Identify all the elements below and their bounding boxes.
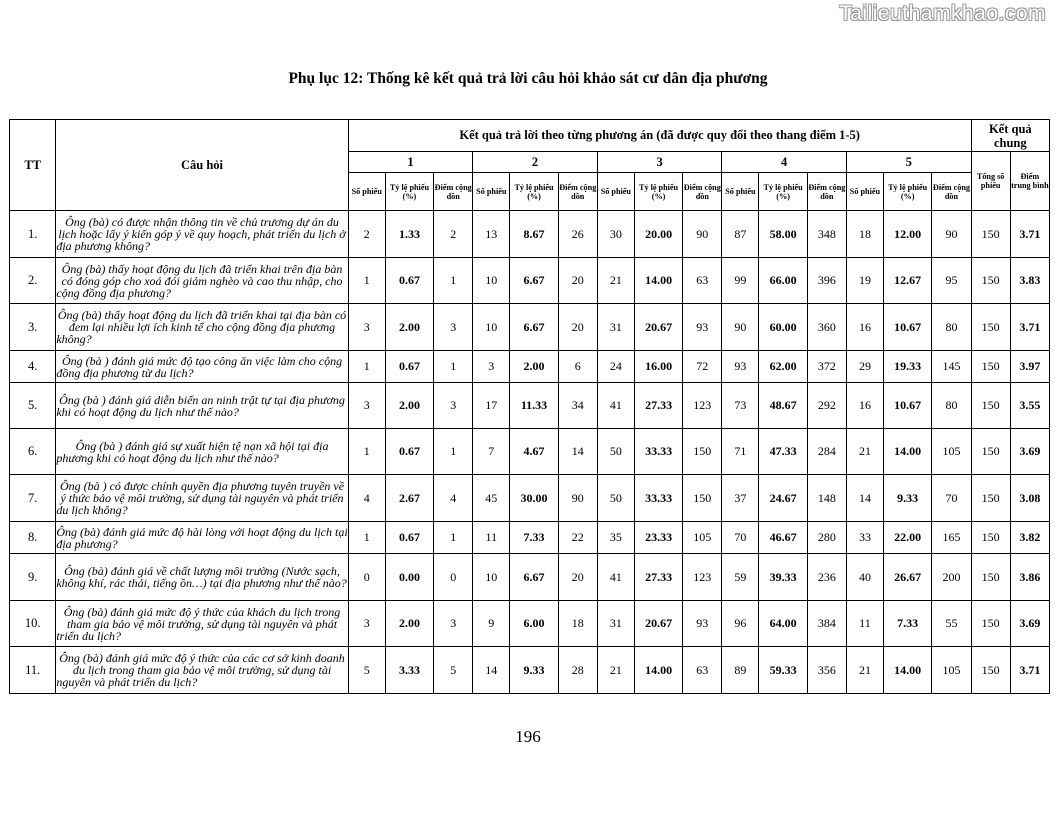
table-row [10,258,1050,304]
cell-option-2-votes: 10 [473,554,510,601]
table-row [10,304,1050,351]
cell-average-score: 3.82 [1010,522,1049,554]
cell-option-3-votes: 41 [597,554,634,601]
cell-option-3-percent: 20.67 [634,304,682,351]
subheader-option-2-col-3: Điểm cộng dồn [558,173,597,211]
cell-option-2-score: 20 [558,304,597,351]
subheader-option-5-col-2: Tỷ lệ phiếu (%) [883,173,931,211]
cell-option-2-votes: 10 [473,304,510,351]
cell-option-1-votes: 0 [348,554,385,601]
subheader-option-2-col-2: Tỷ lệ phiếu (%) [510,173,558,211]
cell-option-1-votes: 5 [348,647,385,694]
cell-option-4-votes: 71 [722,429,759,475]
table-row [10,554,1050,601]
cell-option-1-score: 1 [434,429,473,475]
cell-total-votes: 150 [971,554,1010,601]
table-row [10,647,1050,694]
cell-option-2-percent: 6.67 [510,258,558,304]
question-text: Ông (bà) đánh giá mức độ ý thức của các cơ sở kinh doanh du lịch trong tham gia bảo vệ môi trường, sử dụng tài nguyên và phát triển du lịch? [56,647,348,694]
subheader-option-4-col-1: Số phiếu [722,173,759,211]
cell-option-4-score: 280 [807,522,846,554]
cell-option-2-score: 20 [558,258,597,304]
cell-option-2-percent: 9.33 [510,647,558,694]
cell-total-votes: 150 [971,211,1010,258]
row-number: 6. [10,429,56,475]
cell-option-2-percent: 6.00 [510,601,558,647]
row-number: 1. [10,211,56,258]
cell-option-2-percent: 7.33 [510,522,558,554]
cell-option-3-votes: 31 [597,601,634,647]
cell-option-1-votes: 2 [348,211,385,258]
row-number: 4. [10,351,56,383]
cell-option-3-score: 93 [683,304,722,351]
cell-average-score: 3.86 [1010,554,1049,601]
table-row [10,475,1050,522]
cell-option-2-votes: 45 [473,475,510,522]
row-number: 9. [10,554,56,601]
page-number: 196 [515,727,541,746]
cell-option-3-percent: 23.33 [634,522,682,554]
header-option-2: 2 [473,152,598,173]
header-option-4: 4 [722,152,847,173]
row-number: 8. [10,522,56,554]
cell-option-4-percent: 66.00 [759,258,807,304]
cell-option-1-percent: 2.00 [385,304,433,351]
subheader-option-3-col-3: Điểm cộng dồn [683,173,722,211]
question-text: Ông (bà) thấy hoạt động du lịch đã triển khai trên địa bàn có đóng góp cho xoá đói giảm nghèo và cao thu nhập, cho cộng đồng địa phương? [56,258,348,304]
cell-option-3-votes: 50 [597,475,634,522]
cell-option-2-score: 18 [558,601,597,647]
cell-option-2-score: 14 [558,429,597,475]
cell-option-1-score: 1 [434,522,473,554]
cell-option-3-votes: 21 [597,647,634,694]
cell-option-4-votes: 70 [722,522,759,554]
row-number: 2. [10,258,56,304]
cell-option-3-score: 123 [683,383,722,429]
cell-average-score: 3.97 [1010,351,1049,383]
table-row [10,522,1050,554]
header-tt: TT [10,120,56,211]
cell-option-5-votes: 40 [846,554,883,601]
cell-option-5-percent: 10.67 [883,304,931,351]
cell-option-2-percent: 6.67 [510,304,558,351]
subheader-option-1-col-2: Tỷ lệ phiếu (%) [385,173,433,211]
cell-option-4-percent: 60.00 [759,304,807,351]
cell-option-1-score: 0 [434,554,473,601]
cell-option-5-votes: 21 [846,429,883,475]
cell-option-1-percent: 2.67 [385,475,433,522]
cell-option-2-percent: 6.67 [510,554,558,601]
cell-option-2-score: 22 [558,522,597,554]
cell-average-score: 3.08 [1010,475,1049,522]
cell-option-5-votes: 11 [846,601,883,647]
cell-option-1-percent: 0.67 [385,429,433,475]
cell-option-1-votes: 3 [348,304,385,351]
cell-option-5-percent: 22.00 [883,522,931,554]
cell-option-2-score: 90 [558,475,597,522]
cell-option-5-score: 145 [932,351,971,383]
cell-option-1-votes: 1 [348,258,385,304]
subheader-option-4-col-3: Điểm cộng dồn [807,173,846,211]
cell-option-3-percent: 14.00 [634,647,682,694]
cell-option-2-votes: 3 [473,351,510,383]
question-text: Ông (bà ) có được chính quyền địa phương tuyên truyền về ý thức bảo vệ môi trường, sử dụng tài nguyên và phát triển du lịch không? [56,475,348,522]
cell-option-3-score: 90 [683,211,722,258]
row-number: 11. [10,647,56,694]
cell-average-score: 3.71 [1010,304,1049,351]
cell-option-5-percent: 14.00 [883,647,931,694]
cell-option-4-score: 384 [807,601,846,647]
page-title: Phụ lục 12: Thống kê kết quả trả lời câu hỏi khảo sát cư dân địa phương [288,70,768,87]
row-number: 3. [10,304,56,351]
question-text: Ông (bà ) đánh giá diễn biến an ninh trật tự tại địa phương khi có hoạt động du lịch như thế nào? [56,383,348,429]
cell-option-4-score: 148 [807,475,846,522]
cell-average-score: 3.55 [1010,383,1049,429]
cell-option-2-votes: 17 [473,383,510,429]
cell-option-5-votes: 18 [846,211,883,258]
row-number: 10. [10,601,56,647]
cell-option-2-score: 34 [558,383,597,429]
row-number: 5. [10,383,56,429]
cell-option-4-votes: 96 [722,601,759,647]
cell-option-2-score: 28 [558,647,597,694]
cell-option-3-score: 150 [683,475,722,522]
cell-average-score: 3.69 [1010,429,1049,475]
cell-option-1-votes: 3 [348,601,385,647]
table-row [10,601,1050,647]
cell-average-score: 3.83 [1010,258,1049,304]
cell-option-1-votes: 1 [348,351,385,383]
cell-total-votes: 150 [971,647,1010,694]
subheader-option-1-col-3: Điểm cộng dồn [434,173,473,211]
survey-table [9,119,1050,694]
cell-option-2-score: 26 [558,211,597,258]
cell-option-3-score: 63 [683,647,722,694]
cell-option-1-percent: 3.33 [385,647,433,694]
cell-option-4-score: 360 [807,304,846,351]
cell-option-3-percent: 20.00 [634,211,682,258]
cell-option-5-percent: 19.33 [883,351,931,383]
cell-option-5-percent: 12.67 [883,258,931,304]
subheader-option-1-col-1: Số phiếu [348,173,385,211]
cell-option-2-percent: 8.67 [510,211,558,258]
cell-option-5-score: 80 [932,304,971,351]
cell-option-3-votes: 31 [597,304,634,351]
cell-option-4-percent: 64.00 [759,601,807,647]
cell-total-votes: 150 [971,475,1010,522]
cell-option-1-score: 5 [434,647,473,694]
cell-option-4-score: 372 [807,351,846,383]
cell-option-1-score: 3 [434,601,473,647]
cell-option-4-score: 356 [807,647,846,694]
subheader-option-2-col-1: Số phiếu [473,173,510,211]
cell-option-5-percent: 9.33 [883,475,931,522]
cell-option-1-percent: 0.67 [385,351,433,383]
cell-option-1-votes: 3 [348,383,385,429]
cell-option-4-percent: 24.67 [759,475,807,522]
cell-option-5-score: 90 [932,211,971,258]
cell-option-4-score: 348 [807,211,846,258]
table-row [10,351,1050,383]
cell-option-4-votes: 87 [722,211,759,258]
cell-option-4-votes: 93 [722,351,759,383]
cell-option-2-votes: 13 [473,211,510,258]
cell-option-1-votes: 4 [348,475,385,522]
cell-option-4-percent: 47.33 [759,429,807,475]
cell-option-3-score: 72 [683,351,722,383]
cell-option-1-percent: 2.00 [385,383,433,429]
cell-option-4-votes: 59 [722,554,759,601]
cell-option-2-percent: 11.33 [510,383,558,429]
cell-option-3-percent: 27.33 [634,554,682,601]
cell-option-1-score: 2 [434,211,473,258]
cell-option-2-score: 6 [558,351,597,383]
cell-option-3-votes: 30 [597,211,634,258]
cell-option-2-percent: 2.00 [510,351,558,383]
cell-option-4-percent: 39.33 [759,554,807,601]
cell-option-4-percent: 59.33 [759,647,807,694]
cell-average-score: 3.69 [1010,601,1049,647]
cell-option-2-votes: 7 [473,429,510,475]
cell-option-1-votes: 1 [348,522,385,554]
cell-option-1-score: 4 [434,475,473,522]
cell-option-5-votes: 16 [846,304,883,351]
cell-option-1-score: 3 [434,383,473,429]
header-average-score: Điểm trung bình [1010,152,1049,211]
cell-option-3-percent: 27.33 [634,383,682,429]
cell-option-3-votes: 35 [597,522,634,554]
question-text: Ông (bà) đánh giá mức độ ý thức của khách du lịch trong tham gia bảo vệ môi trường, sử dụng tài nguyên và phát triển du lịch? [56,601,348,647]
cell-option-5-score: 105 [932,647,971,694]
cell-option-4-percent: 62.00 [759,351,807,383]
cell-option-3-score: 93 [683,601,722,647]
header-overall: Kết quả chung [971,120,1049,152]
header-group: Kết quả trả lời theo từng phương án (đã được quy đổi theo thang điểm 1-5) [348,120,971,152]
cell-option-3-score: 105 [683,522,722,554]
cell-option-1-percent: 0.00 [385,554,433,601]
cell-option-1-score: 1 [434,258,473,304]
header-option-3: 3 [597,152,722,173]
cell-option-4-score: 236 [807,554,846,601]
cell-average-score: 3.71 [1010,647,1049,694]
table-row [10,211,1050,258]
cell-total-votes: 150 [971,258,1010,304]
cell-option-1-votes: 1 [348,429,385,475]
cell-option-1-percent: 0.67 [385,258,433,304]
cell-average-score: 3.71 [1010,211,1049,258]
cell-option-4-score: 292 [807,383,846,429]
cell-option-4-votes: 90 [722,304,759,351]
cell-option-2-votes: 9 [473,601,510,647]
header-question: Câu hỏi [56,120,348,211]
cell-option-4-score: 284 [807,429,846,475]
question-text: Ông (bà) thấy hoạt động du lịch đã triển khai tại địa bàn có đem lại nhiều lợi ích kinh tế cho cộng đồng địa phương không? [56,304,348,351]
cell-option-5-score: 95 [932,258,971,304]
subheader-option-3-col-1: Số phiếu [597,173,634,211]
cell-option-4-score: 396 [807,258,846,304]
cell-option-3-percent: 20.67 [634,601,682,647]
cell-option-2-votes: 14 [473,647,510,694]
cell-option-5-score: 105 [932,429,971,475]
cell-option-2-votes: 11 [473,522,510,554]
table-row [10,429,1050,475]
subheader-option-5-col-1: Số phiếu [846,173,883,211]
watermark: Tailieuthamkhao.com [839,2,1046,25]
cell-option-5-percent: 10.67 [883,383,931,429]
cell-option-5-score: 200 [932,554,971,601]
question-text: Ông (bà) đánh giá mức độ hài lòng với hoạt động du lịch tại địa phương? [56,522,348,554]
cell-option-3-score: 63 [683,258,722,304]
cell-total-votes: 150 [971,383,1010,429]
cell-option-3-votes: 24 [597,351,634,383]
cell-option-5-percent: 12.00 [883,211,931,258]
cell-option-4-percent: 48.67 [759,383,807,429]
cell-option-3-percent: 33.33 [634,429,682,475]
cell-option-4-votes: 99 [722,258,759,304]
cell-option-2-percent: 4.67 [510,429,558,475]
cell-option-3-votes: 41 [597,383,634,429]
cell-option-3-percent: 33.33 [634,475,682,522]
cell-option-1-percent: 2.00 [385,601,433,647]
row-number: 7. [10,475,56,522]
cell-option-5-votes: 33 [846,522,883,554]
cell-option-5-votes: 19 [846,258,883,304]
cell-option-3-votes: 50 [597,429,634,475]
cell-option-1-score: 3 [434,304,473,351]
cell-total-votes: 150 [971,351,1010,383]
cell-option-5-percent: 14.00 [883,429,931,475]
cell-option-3-votes: 21 [597,258,634,304]
cell-total-votes: 150 [971,601,1010,647]
cell-option-5-score: 70 [932,475,971,522]
cell-option-5-votes: 21 [846,647,883,694]
header-option-5: 5 [846,152,971,173]
cell-option-1-score: 1 [434,351,473,383]
cell-option-4-percent: 58.00 [759,211,807,258]
cell-total-votes: 150 [971,522,1010,554]
cell-option-4-votes: 37 [722,475,759,522]
cell-option-5-votes: 29 [846,351,883,383]
cell-option-5-votes: 14 [846,475,883,522]
cell-option-2-score: 20 [558,554,597,601]
cell-option-3-score: 123 [683,554,722,601]
cell-total-votes: 150 [971,304,1010,351]
cell-option-1-percent: 1.33 [385,211,433,258]
cell-option-1-percent: 0.67 [385,522,433,554]
cell-option-3-percent: 16.00 [634,351,682,383]
cell-option-4-percent: 46.67 [759,522,807,554]
cell-option-5-percent: 26.67 [883,554,931,601]
cell-option-4-votes: 73 [722,383,759,429]
question-text: Ông (bà) có được nhận thông tin về chủ trương dự án du lịch hoặc lấy ý kiến góp ý về quy hoạch, phát triển du lịch ở địa phương không? [56,211,348,258]
subheader-option-5-col-3: Điểm cộng dồn [932,173,971,211]
header-option-1: 1 [348,152,473,173]
cell-option-5-score: 55 [932,601,971,647]
cell-option-3-percent: 14.00 [634,258,682,304]
cell-option-5-votes: 16 [846,383,883,429]
table-row [10,383,1050,429]
cell-total-votes: 150 [971,429,1010,475]
cell-option-5-score: 165 [932,522,971,554]
subheader-option-4-col-2: Tỷ lệ phiếu (%) [759,173,807,211]
header-total-votes: Tổng số phiếu [971,152,1010,211]
cell-option-5-percent: 7.33 [883,601,931,647]
cell-option-3-score: 150 [683,429,722,475]
cell-option-4-votes: 89 [722,647,759,694]
question-text: Ông (bà ) đánh giá mức độ tạo công ăn việc làm cho cộng đồng địa phương từ du lịch? [56,351,348,383]
cell-option-5-score: 80 [932,383,971,429]
subheader-option-3-col-2: Tỷ lệ phiếu (%) [634,173,682,211]
cell-option-2-percent: 30.00 [510,475,558,522]
question-text: Ông (bà ) đánh giá sự xuất hiện tệ nạn xã hội tại địa phương khi có hoạt động du lịch như thế nào? [56,429,348,475]
cell-option-2-votes: 10 [473,258,510,304]
question-text: Ông (bà) đánh giá về chất lượng môi trường (Nước sạch, không khí, rác thải, tiếng ồn…) tại địa phương như thế nào? [56,554,348,601]
